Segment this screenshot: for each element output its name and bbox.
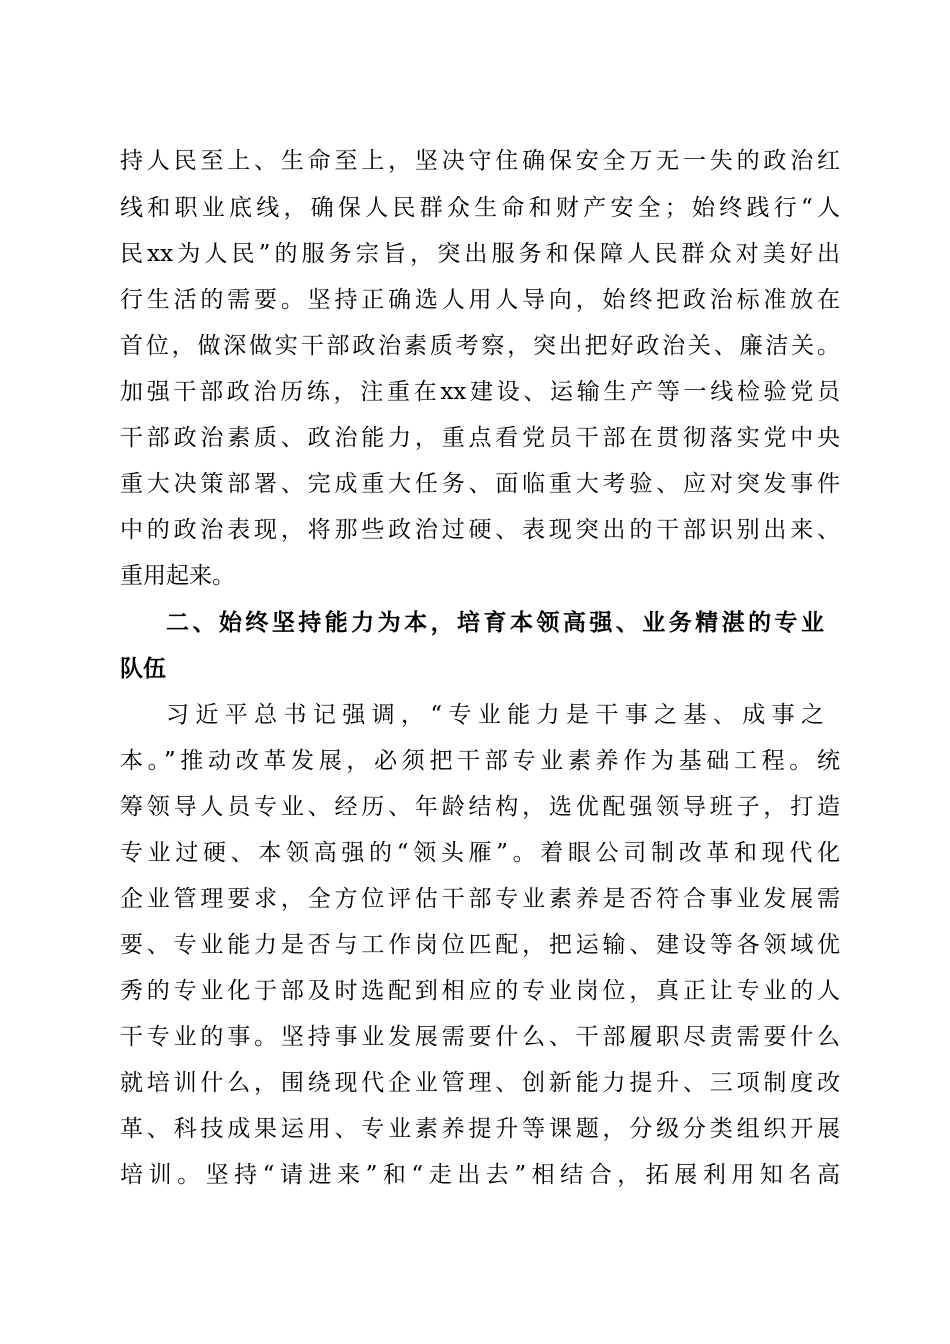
paragraph-line: 重大决策部署、完成重大任务、面临重大考验、应对突发事件 bbox=[120, 471, 840, 497]
paragraph-line: 重用起来。 bbox=[120, 563, 235, 589]
section-heading-continued: 队伍 bbox=[120, 656, 166, 682]
paragraph-line: 就培训什么，围绕现代企业管理、创新能力提升、三项制度改 bbox=[120, 1070, 840, 1096]
paragraph-line: 行生活的需要。坚持正确选人用人导向，始终把政治标准放在 bbox=[120, 287, 840, 313]
paragraph-line: 加强干部政治历练，注重在xx建设、运输生产等一线检验党员 bbox=[120, 379, 840, 405]
paragraph-line: 线和职业底线，确保人民群众生命和财产安全；始终践行“人 bbox=[120, 195, 840, 221]
section-heading: 二、始终坚持能力为本，培育本领高强、业务精湛的专业 bbox=[166, 610, 824, 636]
paragraph-line: 筹领导人员专业、经历、年龄结构，选优配强领导班子，打造 bbox=[120, 794, 840, 820]
paragraph-line: 持人民至上、生命至上，坚决守住确保安全万无一失的政治红 bbox=[120, 148, 840, 174]
paragraph-line: 干部政治素质、政治能力，重点看党员干部在贯彻落实党中央 bbox=[120, 425, 840, 451]
paragraph-line: 专业过硬、本领高强的“领头雁”。着眼公司制改革和现代化 bbox=[120, 840, 840, 866]
paragraph-line: 秀的专业化于部及时选配到相应的专业岗位，真正让专业的人 bbox=[120, 978, 840, 1004]
paragraph-line: 首位，做深做实干部政治素质考察，突出把好政治关、廉洁关。 bbox=[120, 333, 840, 359]
paragraph-line: 民xx为人民”的服务宗旨，突出服务和保障人民群众对美好出 bbox=[120, 241, 840, 267]
paragraph-line: 本。”推动改革发展，必须把干部专业素养作为基础工程。统 bbox=[120, 748, 840, 774]
paragraph-line: 企业管理要求，全方位评估干部专业素养是否符合事业发展需 bbox=[120, 886, 840, 912]
paragraph-line: 要、专业能力是否与工作岗位匹配，把运输、建设等各领域优 bbox=[120, 932, 840, 958]
paragraph-line: 干专业的事。坚持事业发展需要什么、干部履职尽责需要什么 bbox=[120, 1024, 840, 1050]
paragraph-line: 习近平总书记强调，“专业能力是干事之基、成事之 bbox=[166, 702, 824, 728]
paragraph-line: 革、科技成果运用、专业素养提升等课题，分级分类组织开展 bbox=[120, 1116, 840, 1142]
paragraph-line: 中的政治表现，将那些政治过硬、表现突出的干部识别出来、 bbox=[120, 517, 840, 543]
paragraph-line: 培训。坚持“请进来”和“走出去”相结合，拓展利用知名高 bbox=[120, 1162, 840, 1188]
